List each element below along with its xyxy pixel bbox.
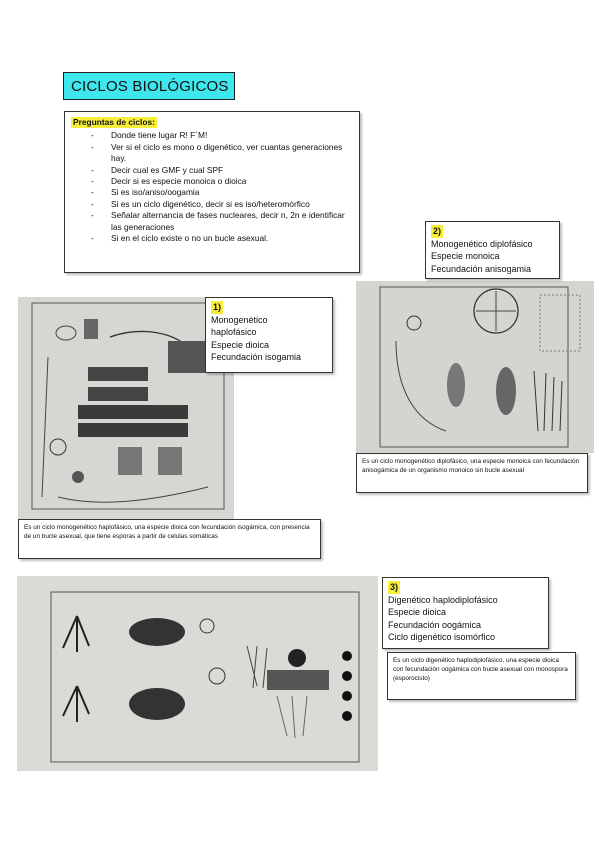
questions-heading: Preguntas de ciclos: [73, 117, 155, 127]
cycle3-drawing-photo [17, 576, 378, 771]
cycle2-drawing [356, 281, 594, 453]
cycle3-number: 3) [390, 582, 399, 592]
cycle1-drawing [18, 297, 234, 519]
question-item: - Si es un ciclo digenético, decir si es iso/heteromórfico [71, 199, 353, 210]
cycle1-line: Monogenético [211, 314, 268, 325]
question-item: - Si es iso/aniso/oogamia [71, 187, 353, 198]
question-item: - Ver si el ciclo es mono o digenético, ver cuantas generaciones hay. [71, 142, 353, 165]
cycle1-line: Especie dioica [211, 339, 270, 350]
cycle1-line: Fecundación isogamia [211, 352, 302, 362]
cycle1-line: haplofásico [211, 327, 257, 337]
cycle2-drawing-photo [356, 281, 594, 453]
cycle2-line: Monogenético diplofásico [431, 238, 533, 249]
cycle1-drawing-photo [18, 297, 234, 519]
cycle2-line: Fecundación anisogamia [431, 263, 532, 274]
questions-list [71, 130, 353, 244]
page-title: CICLOS BIOLÓGICOS [63, 72, 235, 100]
cycle2-info-box [425, 221, 560, 279]
cycle2-line: Especie monoica [431, 251, 500, 261]
cycle1-caption: Es un ciclo monogenético haplofásico, una especie dioica con fecundación isogámica, con presencia de un bucle asexual, que tiene esporas a partir de celulas somáticas [18, 519, 321, 559]
question-item: - Si en el ciclo existe o no un bucle asexual. [71, 233, 353, 244]
question-item: - Decir cual es GMF y cual SPF [71, 165, 353, 176]
cycle3-drawing [17, 576, 378, 771]
questions-box [64, 111, 360, 273]
cycle3-line: Fecundación oogámica [388, 619, 482, 630]
cycle2-number: 2) [433, 226, 442, 236]
cycle3-line: Digenético haplodiplofásico [388, 594, 498, 605]
cycle3-line: Especie dioica [388, 607, 447, 617]
question-item: - Decir si es especie monoica o dioica [71, 176, 353, 187]
cycle3-line: Ciclo digenético isomórfico [388, 632, 496, 642]
question-item: - Señalar alternancia de fases nucleares, decir n, 2n e identificar las generaciones [71, 210, 353, 233]
cycle1-number: 1) [213, 302, 222, 312]
cycle3-info-box [382, 577, 549, 649]
cycle2-caption: Es un ciclo monogenético diplofásico, una especie monoica con fecundación anisogámica de un organismo monoico sin bucle asexual [356, 453, 588, 493]
cycle1-info-box [205, 297, 333, 373]
question-item: - Donde tiene lugar R! F´M! [71, 130, 353, 141]
cycle3-caption: Es un ciclo digenético haplodiplofásico, una especie dioica con fecundación oogámica con bucle asexual con monospora (esporocisto) [387, 652, 576, 700]
